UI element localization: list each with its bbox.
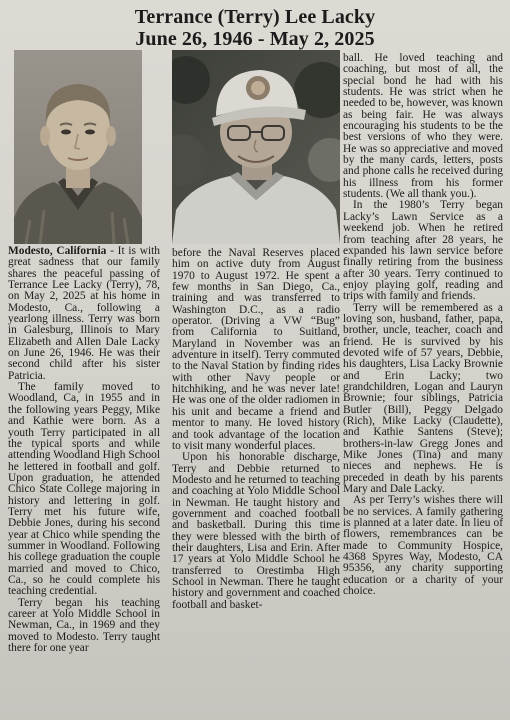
obituary-column-2 bbox=[172, 248, 340, 611]
obituary-column-1 bbox=[8, 246, 160, 654]
obituary-title-dates: June 26, 1946 - May 2, 2025 bbox=[135, 28, 375, 50]
column1-paragraph-1-text: - It is with great sadness that our family shares the peaceful passing of Terrance Lee Lacky (Terry), 78, on May 2, 2025 at his home in Modesto, Ca., following a yearlong illness. Terry was born in Galesburg, Illinois to Mary Elizabeth and Allen Dale Lacky on June 26, 1946. He was their second child after his sister Patricia. bbox=[8, 245, 160, 382]
column3-paragraph-1: ball. He loved teaching and coaching, but most of all, the special bond he had with his students. He was strict when he needed to be, however, was known as being fair. He was always encouraging his students to be the best versions of who they were. He was so appreciative and moved by the many cards, letters, posts and phone calls he received during his illness from his former students. (We all thank you.). bbox=[343, 52, 503, 201]
column1-paragraph-2: The family moved to Woodland, Ca, in 1955 and in the following years Peggy, Mike and Kathie were born. As a youth Terry participated in all the typical sports and while attending Woodland High School he lettered in football and golf. Upon graduation, he attended Chico State College majoring in history and lettering in golf. Terry met his future wife, Debbie Jones, during his second year at Chico while spending the summer in Woodland. Following his college graduation the couple married and moved to Chico, Ca., so he could complete his teaching credential. bbox=[8, 381, 160, 598]
column2-paragraph-1: before the Naval Reserves placed him on active duty from August 1970 to August 1972. He spent a few months in San Diego, Ca., training and was transferred to Washington D.C., as a radio operator. (Driving a VW “Bug” from California to Suitland, Maryland in November was an adventure in itself). Terry commuted to the Naval Station by finding rides with other Navy people or hitchhiking, and he was never late! He was one of the older radiomen in his unit and became a friend and mentor to many. He loved history and took advantage of the location to visit many wonderful places. bbox=[172, 247, 340, 452]
column3-paragraph-4: As per Terry’s wishes there will be no services. A family gathering is planned at a later date. In lieu of flowers, remembrances can be made to Community Hospice, 4368 Spyres Way, Modesto, CA 95356, any charity supporting education or a charity of your choice. bbox=[343, 494, 503, 598]
column1-paragraph-3: Terry began his teaching career at Yolo Middle School in Newman, Ca., in 1969 and they moved to Modesto. Terry taught there for one year bbox=[8, 596, 160, 655]
column3-paragraph-2: In the 1980’s Terry began Lacky’s Lawn Service as a weekend job. When he retired from teaching after 28 years, he expanded his lawn service before finally retiring from the business after 30 years. Terry continued to enjoy playing golf, reading and trips with family and friends. bbox=[343, 199, 503, 303]
youth-portrait-photo bbox=[14, 50, 142, 244]
column2-paragraph-2: Upon his honorable discharge, Terry and Debbie returned to Modesto and he returned to teaching and coaching at Yolo Middle School in Newman. He taught history and government and coached football and basketball. During this time they were blessed with the birth of their daughters, Lisa and Erin. After 17 years at Yolo Middle School he transferred to Orestimba High School in Newman. There he taught history and government and coached football and basket- bbox=[172, 451, 340, 611]
elderly-man-in-cap-photo bbox=[172, 50, 340, 244]
obituary-title-name: Terrance (Terry) Lee Lacky bbox=[134, 6, 376, 28]
column1-paragraph-1 bbox=[8, 246, 160, 382]
column3-paragraph-3: Terry will be remembered as a loving son, husband, father, papa, brother, uncle, teacher, coach and friend. He is survived by his devoted wife of 57 years, Debbie, his daughters, Lisa Lacky Brownie and Erin Lacky; two grandchildren, Logan and Lauryn Brownie; four siblings, Patricia Butler (Bill), Peggy Delgado (Rich), Mike Lacky (Claudette), and Kathie Santens (Steve); brothers-in-law Gregg Jones and Mike Jones (Tina) and many nieces and nephews. He is preceded in death by his parents Mary and Dale Lacky. bbox=[343, 301, 503, 496]
obituary-column-3 bbox=[343, 53, 503, 598]
dateline: Modesto, California bbox=[8, 245, 107, 257]
